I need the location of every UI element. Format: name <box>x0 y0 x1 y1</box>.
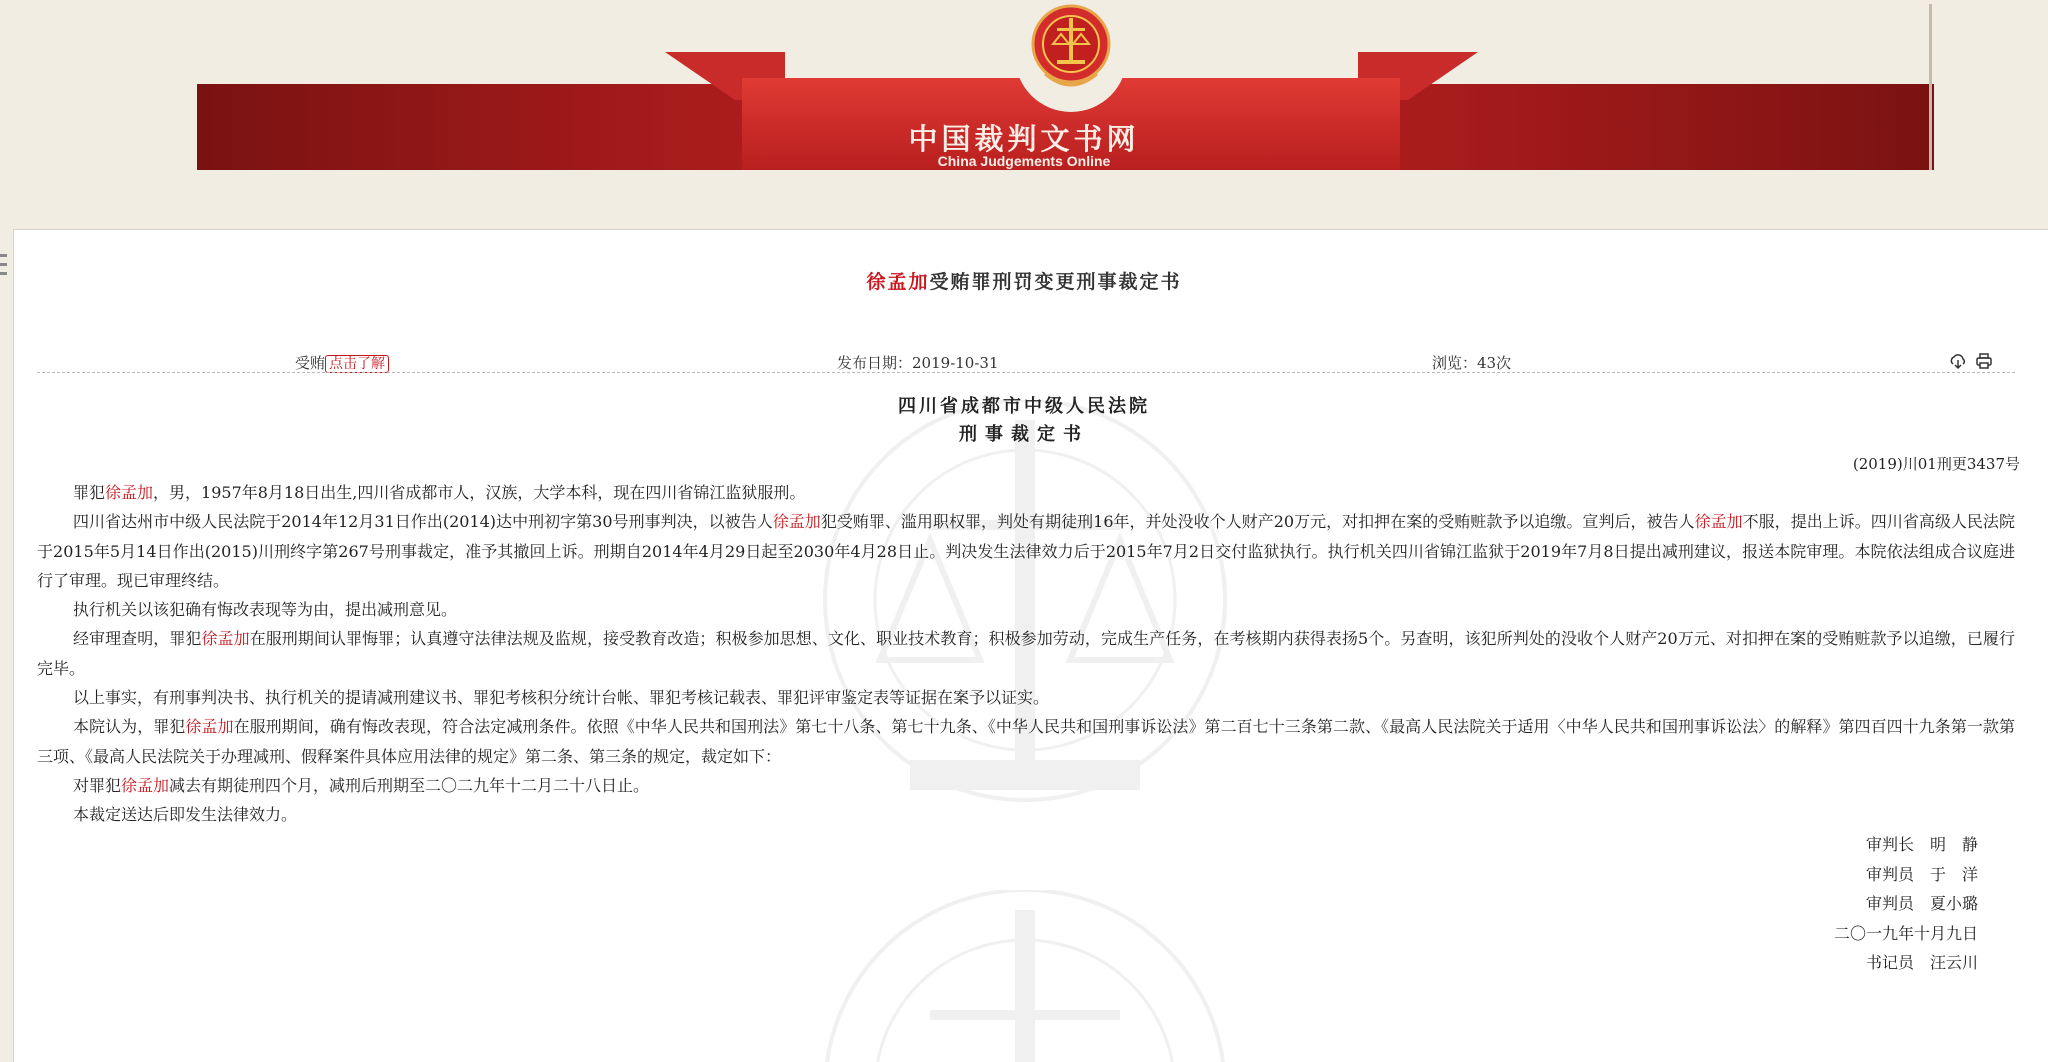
paragraph-text: 经审理查明，罪犯 <box>73 629 202 649</box>
defendant-name: 徐孟加 <box>121 775 170 795</box>
view-count-value: 43次 <box>1477 354 1512 372</box>
court-emblem-icon <box>1031 4 1111 94</box>
publish-date <box>837 352 999 373</box>
meta-cause <box>295 352 389 373</box>
signature-line <box>1800 860 1978 890</box>
body-paragraph <box>37 712 2015 771</box>
signature-role: 书记员 <box>1865 953 1930 972</box>
paragraph-text: 四川省达州市中级人民法院于2014年12月31日作出(2014)达中刑初字第30号刑事判决，以被告人 <box>73 512 773 532</box>
paragraph-text: 犯受贿罪、滥用职权罪，判处有期徒刑16年，并处没收个人财产20万元，对扣押在案的受贿赃款予以追缴。宣判后，被告人 <box>820 512 1695 532</box>
defendant-name: 徐孟加 <box>105 483 154 502</box>
defendant-name: 徐孟加 <box>201 629 250 649</box>
tool-icons <box>1949 352 1993 370</box>
document-type: 刑事裁定书 <box>959 424 1089 445</box>
paragraph-text: 以上事实，有刑事判决书、执行机关的提请减刑建议书、罪犯考核积分统计台帐、罪犯考核记载表、罪犯评审鉴定表等证据在案予以证实。 <box>73 688 1050 708</box>
signature-name: 汪云川 <box>1929 953 1978 972</box>
body-paragraph <box>37 478 2015 507</box>
body-paragraph <box>37 683 2015 712</box>
paragraph-text: 对罪犯 <box>73 775 122 795</box>
paragraph-text: 本裁定送达后即发生法律效力。 <box>73 805 298 825</box>
paragraph-text: 执行机关以该犯确有悔改表现等为由，提出减刑意见。 <box>73 600 458 620</box>
body-paragraph <box>37 771 2015 800</box>
defendant-name: 徐孟加 <box>1694 512 1743 532</box>
site-header <box>0 0 2048 206</box>
learn-more-button[interactable]: 点击了解 <box>325 355 389 373</box>
signature-role: 审判长 <box>1865 835 1930 854</box>
court-name: 四川省成都市中级人民法院 <box>898 396 1150 417</box>
document-body <box>37 478 2015 830</box>
view-count-label: 浏览： <box>1432 354 1478 372</box>
body-paragraph <box>37 595 2015 624</box>
publish-date-label: 发布日期： <box>837 354 913 372</box>
paragraph-text: 不服，提出上诉。四川省高级人民法院于2015年5月14日作出(2015)川刑终字第267号刑事裁定，准予其撤回上诉。刑期自2014年4月29日起至2030年4月28日止。判决发生法律效力后于2015年7月2日交付监狱执行。执行机关四川省锦江监狱于2019年7月8日提出减刑建议，报送本院审理。本院依法组成合议庭进行了审理。现已审理终结。 <box>37 512 2015 590</box>
signature-role: 审判员 <box>1865 894 1930 913</box>
download-icon[interactable] <box>1949 352 1967 370</box>
paragraph-text: 在服刑期间认罪悔罪；认真遵守法律法规及监规，接受教育改造；积极参加思想、文化、职业技术教育；积极参加劳动，完成生产任务，在考核期内获得表扬5个。另查明，该犯所判处的没收个人财产20万元、对扣押在案的受贿赃款予以追缴，已履行完毕。 <box>37 629 2015 678</box>
signature-line <box>1800 889 1978 919</box>
signature-line <box>1800 948 1978 978</box>
title-text: 受贿罪刑罚变更刑事裁定书 <box>929 271 1182 293</box>
site-title: 中国裁判文书网 <box>908 122 1140 156</box>
signature-name: 夏小璐 <box>1929 894 1978 913</box>
case-number: (2019)川01刑更3437号 <box>1852 455 2020 473</box>
signature-name: 明 静 <box>1929 835 1978 854</box>
signature-line <box>1800 919 1978 949</box>
paragraph-text: 本院认为，罪犯 <box>73 717 186 737</box>
publish-date-value: 2019-10-31 <box>912 354 999 372</box>
signature-name: 于 洋 <box>1929 864 1978 884</box>
view-count <box>1432 352 1511 373</box>
paragraph-text: 罪犯 <box>73 483 106 502</box>
header-banner <box>0 0 2048 206</box>
document-title <box>0 267 2048 294</box>
signature-role: 审判员 <box>1865 864 1930 884</box>
body-paragraph <box>37 800 2015 829</box>
defendant-name: 徐孟加 <box>772 512 821 532</box>
print-icon[interactable] <box>1975 352 1993 370</box>
body-paragraph <box>37 507 2015 595</box>
paragraph-text: 在服刑期间，确有悔改表现，符合法定减刑条件。依照《中华人民共和国刑法》第七十八条、第七十九条、《中华人民共和国刑事诉讼法》第二百七十三条第二款、《最高人民法院关于适用〈中华人民共和国刑事诉讼法〉的解释》第四百四十九条第一款第三项、《最高人民法院关于办理减刑、假释案件具体应用法律的规定》第二条、第三条的规定，裁定如下： <box>37 717 2015 766</box>
signature-line <box>1800 830 1978 860</box>
meta-divider <box>37 372 2015 373</box>
body-paragraph <box>37 624 2015 683</box>
court-emblem-watermark-2 <box>820 890 1230 1062</box>
signature-name: 二〇一九年十月九日 <box>1833 923 1978 943</box>
title-defendant-name: 徐孟加 <box>866 271 930 293</box>
document-meta <box>37 348 2015 374</box>
site-subtitle: China Judgements Online <box>937 153 1111 169</box>
cause-label: 受贿 <box>295 354 326 372</box>
paragraph-text: ，男，1957年8月18日出生,四川省成都市人，汉族，大学本科，现在四川省锦江监狱服刑。 <box>153 483 806 502</box>
signature-block <box>1800 830 1978 978</box>
paragraph-text: 减去有期徒刑四个月，减刑后刑期至二〇二九年十二月二十八日止。 <box>169 775 650 795</box>
defendant-name: 徐孟加 <box>185 717 234 737</box>
